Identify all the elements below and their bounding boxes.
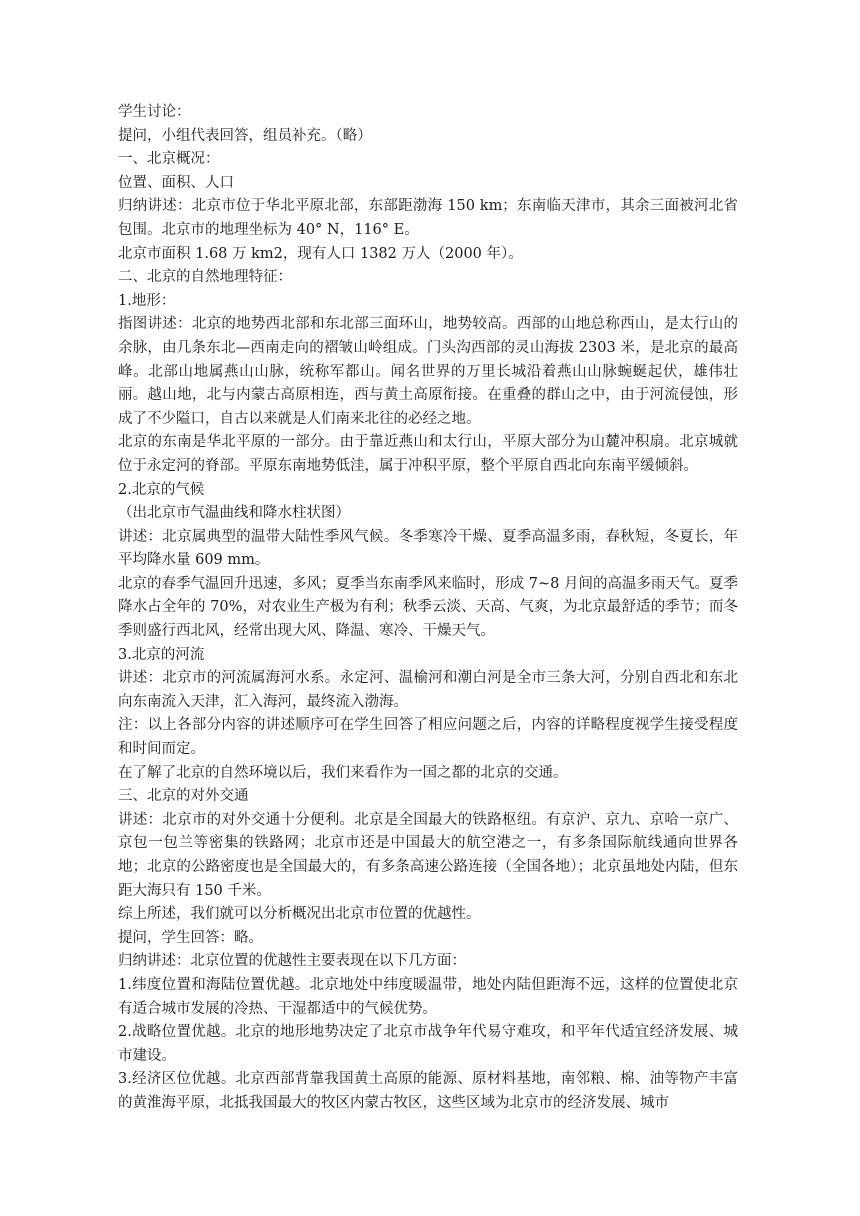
paragraph: 北京的春季气温回升迅速，多风；夏季当东南季风来临时，形成 7~8 月间的高温多雨天气。夏季降水占全年的 70%，对农业生产极为有利；秋季云淡、天高、气爽，为北京最舒适的季节；而冬季则盛行西北风，经常出现大风、降温、寒冷、干燥天气。 bbox=[118, 575, 738, 640]
paragraph: 注：以上各部分内容的讲述顺序可在学生回答了相应问题之后，内容的详略程度视学生接受程度和时间而定。 bbox=[118, 717, 738, 758]
subsection-heading: 3.北京的河流 bbox=[118, 646, 205, 663]
subsection-heading: 1.地形： bbox=[118, 292, 176, 309]
paragraph: 归纳讲述：北京市位于华北平原北部，东部距渤海 150 km；东南临天津市，其余三面被河北省包围。北京市的地理坐标为 40° N，116° E。 bbox=[118, 198, 738, 238]
paragraph: 北京市面积 1.68 万 km2，现有人口 1382 万人（2000 年）。 bbox=[118, 245, 523, 262]
document-body bbox=[118, 101, 738, 1116]
paragraph: 位置、面积、人口 bbox=[118, 174, 234, 191]
paragraph: 1.纬度位置和海陆位置优越。北京地处中纬度暖温带，地处内陆但距海不远，这样的位置使北京有适合城市发展的冷热、干湿都适中的气候优势。 bbox=[118, 976, 738, 1017]
paragraph: （出北京市气温曲线和降水柱状图） bbox=[118, 505, 350, 522]
paragraph: 讲述：北京属典型的温带大陆性季风气候。冬季寒冷干燥、夏季高温多雨，春秋短，冬夏长，年平均降水量 609 mm。 bbox=[118, 528, 738, 569]
paragraph: 提问，学生回答：略。 bbox=[118, 929, 263, 946]
paragraph: 北京的东南是华北平原的一部分。由于靠近燕山和太行山，平原大部分为山麓冲积扇。北京城就位于永定河的脊部。平原东南地势低洼，属于冲积平原，整个平原自西北向东南平缓倾斜。 bbox=[118, 434, 738, 474]
paragraph: 讲述：北京市的对外交通十分便利。北京是全国最大的铁路枢纽。有京沪、京九、京哈一京广、京包一包兰等密集的铁路网；北京市还是中国最大的航空港之一，有多条国际航线通向世界各地；北京的公路密度也是全国最大的，有多条高速公路连接（全国各地）；北京虽地处内陆，但东距大海只有 150 千米。 bbox=[118, 811, 738, 899]
section-heading: 一、北京概况： bbox=[118, 151, 220, 168]
section-heading: 三、北京的对外交通 bbox=[118, 788, 249, 805]
paragraph: 讲述：北京市的河流属海河水系。永定河、温榆河和潮白河是全市三条大河，分别自西北和东北向东南流入天津，汇入海河，最终流入渤海。 bbox=[118, 670, 738, 710]
paragraph: 3.经济区位优越。北京西部背靠我国黄土高原的能源、原材料基地，南邻粮、棉、油等物产丰富的黄淮海平原，北抵我国最大的牧区内蒙古牧区，这些区域为北京市的经济发展、城市 bbox=[118, 1071, 738, 1111]
section-heading: 二、北京的自然地理特征： bbox=[118, 269, 292, 286]
paragraph: 在了解了北京的自然环境以后，我们来看作为一国之都的北京的交通。 bbox=[118, 764, 568, 781]
paragraph: 2.战略位置优越。北京的地形地势决定了北京市战争年代易守难攻，和平年代适宜经济发展、城市建设。 bbox=[118, 1024, 738, 1064]
paragraph: 提问，小组代表回答，组员补充。（略） bbox=[118, 127, 372, 144]
paragraph: 综上所述，我们就可以分析概况出北京市位置的优越性。 bbox=[118, 906, 481, 923]
paragraph: 学生讨论： bbox=[118, 104, 191, 120]
paragraph: 归纳讲述：北京位置的优越性主要表现在以下几方面： bbox=[118, 953, 466, 970]
subsection-heading: 2.北京的气候 bbox=[118, 481, 205, 498]
paragraph: 指图讲述：北京的地势西北部和东北部三面环山，地势较高。西部的山地总称西山，是太行山的余脉，由几条东北—西南走向的褶皱山岭组成。门头沟西部的灵山海拔 2303 米，是北京的最高峰。北部山地属燕山山脉，统称军都山。闻名世界的万里长城沿着燕山山脉蜿蜒起伏，雄伟壮丽。越山地，北与内蒙古高原相连，西与黄土高原衔接。在重叠的群山之中，由于河流侵蚀，形成了不少隘口，自古以来就是人们南来北往的必经之地。 bbox=[118, 316, 738, 427]
